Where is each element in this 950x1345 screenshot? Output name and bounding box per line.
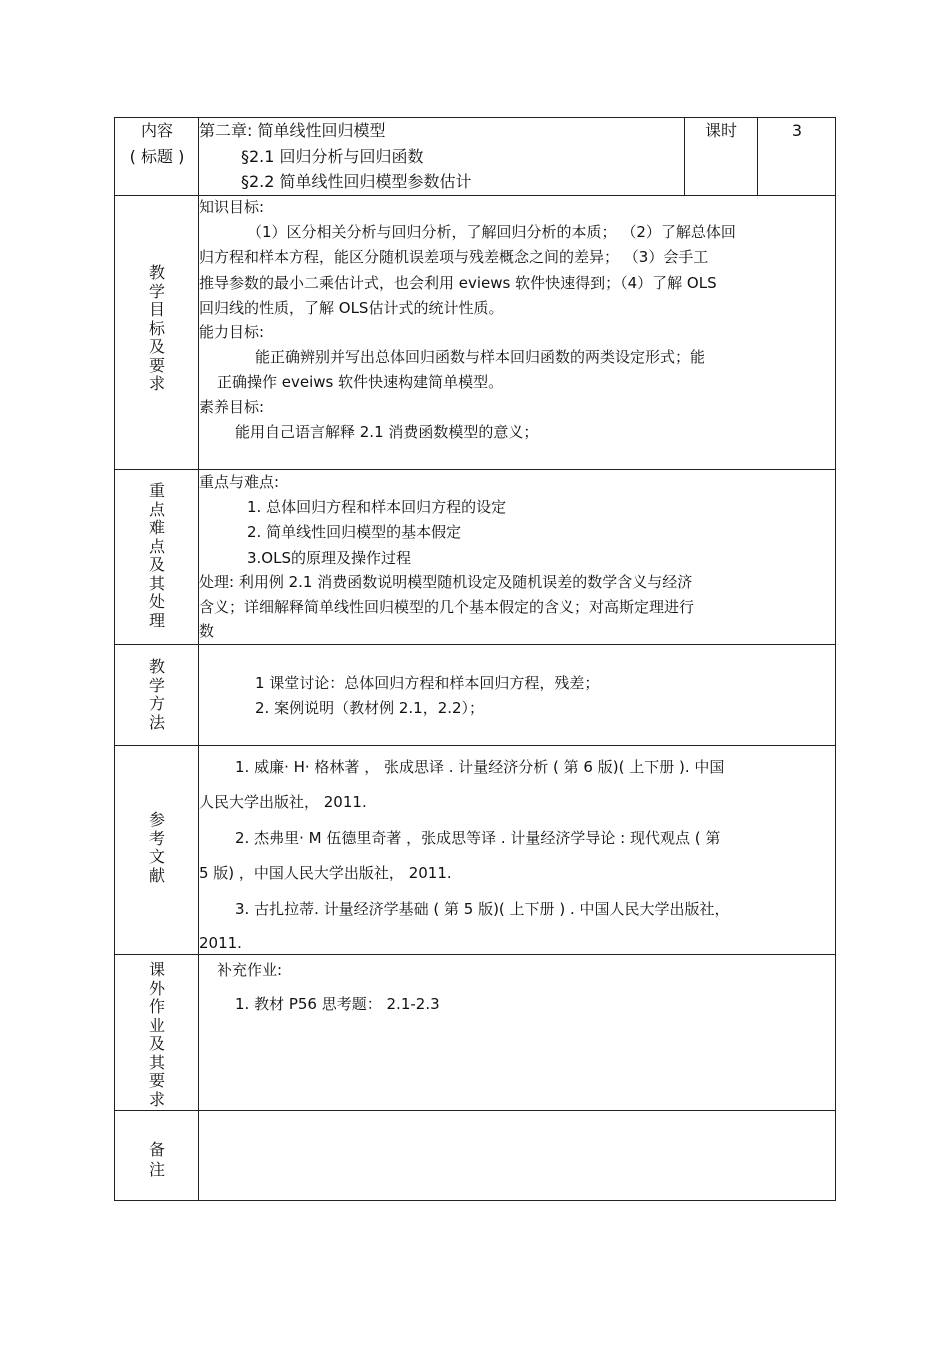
key-point-item: 3.OLS的原理及操作过程 [247, 549, 411, 567]
remarks-content [199, 1111, 835, 1200]
label-char: 要 [148, 355, 165, 375]
reference-line: 1. 威廉· H· 格林著 ， 张成思译 . 计量经济分析 ( 第 6 版)( 上下册 ). 中国 [235, 758, 725, 776]
quality-title: 素养目标: [199, 398, 265, 416]
content-label-line1: 内容 [140, 121, 173, 140]
remarks-label [115, 1140, 199, 1180]
label-char: 课 [148, 960, 165, 979]
section-2-2: §2.2 简单线性回归模型参数估计 [241, 172, 472, 191]
section-2-1: §2.1 回归分析与回归函数 [241, 147, 424, 166]
label-char: 重 [148, 481, 165, 500]
ability-line: 能正确辨别并写出总体回归函数与样本回归函数的两类设定形式；能 [255, 348, 706, 366]
label-char: 学 [148, 675, 165, 695]
row-divider [115, 469, 835, 470]
knowledge-line: 推导参数的最小二乘估计式，也会利用 eviews 软件快速得到；（4）了解 OLS [199, 274, 717, 292]
knowledge-title: 知识目标: [199, 198, 265, 216]
label-char: 其 [148, 573, 165, 593]
quality-line: 能用自己语言解释 2.1 消费函数模型的意义； [235, 423, 539, 441]
key-points-title: 重点与难点: [199, 473, 280, 491]
label-char: 及 [148, 337, 165, 356]
handling-line: 数 [199, 622, 215, 640]
reference-line: 2. 杰弗里· M 伍德里奇著 ，张成思等译 . 计量经济学导论 : 现代观点 ( 第 [235, 829, 721, 847]
label-char: 教 [148, 263, 165, 282]
label-char: 难 [148, 518, 165, 537]
row-divider [115, 195, 835, 196]
label-char: 考 [148, 828, 165, 848]
label-char: 学 [148, 281, 165, 301]
key-point-item: 1. 总体回归方程和样本回归方程的设定 [247, 498, 507, 516]
label-char: 法 [148, 712, 165, 732]
row-divider [115, 644, 835, 645]
label-char: 及 [148, 1034, 165, 1053]
knowledge-line: 归方程和样本方程，能区分随机误差项与残差概念之间的差异； （3）会手工 [199, 248, 709, 266]
label-char: 文 [148, 847, 165, 866]
homework-label [115, 961, 199, 1109]
lesson-plan-table [114, 117, 836, 1201]
label-char: 外 [148, 978, 165, 998]
objectives-label [115, 264, 199, 394]
label-char: 求 [148, 374, 165, 393]
label-char: 献 [148, 865, 165, 885]
references-label [115, 811, 199, 885]
homework-title: 补充作业: [217, 961, 283, 979]
label-char: 目 [148, 300, 165, 319]
label-char: 点 [148, 499, 165, 519]
label-char: 标 [148, 318, 165, 338]
method-item: 1 课堂讨论：总体回归方程和样本回归方程，残差； [255, 674, 600, 692]
label-char: 其 [148, 1052, 165, 1072]
label-char: 备 [148, 1140, 165, 1159]
content-title-label [115, 118, 199, 170]
row-divider [115, 745, 835, 746]
ability-line: 正确操作 eveiws 软件快速构建简单模型。 [217, 373, 504, 391]
label-char: 业 [148, 1015, 165, 1035]
reference-line: 5 版) ，中国人民大学出版社， 2011. [199, 864, 452, 882]
label-char: 点 [148, 536, 165, 556]
label-char: 教 [148, 657, 165, 676]
label-char: 参 [148, 810, 165, 829]
label-char: 方 [148, 694, 165, 713]
label-char: 作 [148, 997, 165, 1016]
content-label-line2: ( 标题 ) [129, 147, 185, 166]
hours-value: 3 [791, 121, 803, 140]
knowledge-line: 回归线的性质，了解 OLS估计式的统计性质。 [199, 299, 504, 317]
reference-line: 3. 古扎拉蒂. 计量经济学基础 ( 第 5 版)( 上下册 ) . 中国人民大学出版社， [235, 900, 730, 918]
chapter-title: 第二章: 简单线性回归模型 [199, 121, 386, 140]
label-char: 要 [148, 1071, 165, 1090]
key-point-item: 2. 简单线性回归模型的基本假定 [247, 523, 462, 541]
knowledge-line: （1）区分相关分析与回归分析，了解回归分析的本质； （2）了解总体回 [247, 223, 736, 241]
method-item: 2. 案例说明（教材例 2.1，2.2）； [255, 699, 485, 717]
row-divider [115, 954, 835, 955]
hours-label: 课时 [704, 121, 737, 140]
label-char: 处 [148, 592, 165, 611]
reference-line: 2011. [199, 934, 242, 952]
key-points-label [115, 482, 199, 630]
handling-line: 含义；详细解释简单线性回归模型的几个基本假定的含义；对高斯定理进行 [199, 598, 695, 616]
label-char: 理 [148, 610, 165, 630]
label-char: 及 [148, 555, 165, 574]
methods-label [115, 658, 199, 732]
label-char: 注 [148, 1160, 165, 1179]
ability-title: 能力目标: [199, 323, 265, 341]
handling-line: 处理: 利用例 2.1 消费函数说明模型随机设定及随机误差的数学含义与经济 [199, 573, 693, 591]
label-char: 求 [148, 1089, 165, 1109]
reference-line: 人民大学出版社， 2011. [199, 793, 367, 811]
homework-item: 1. 教材 P56 思考题： 2.1-2.3 [235, 995, 440, 1013]
